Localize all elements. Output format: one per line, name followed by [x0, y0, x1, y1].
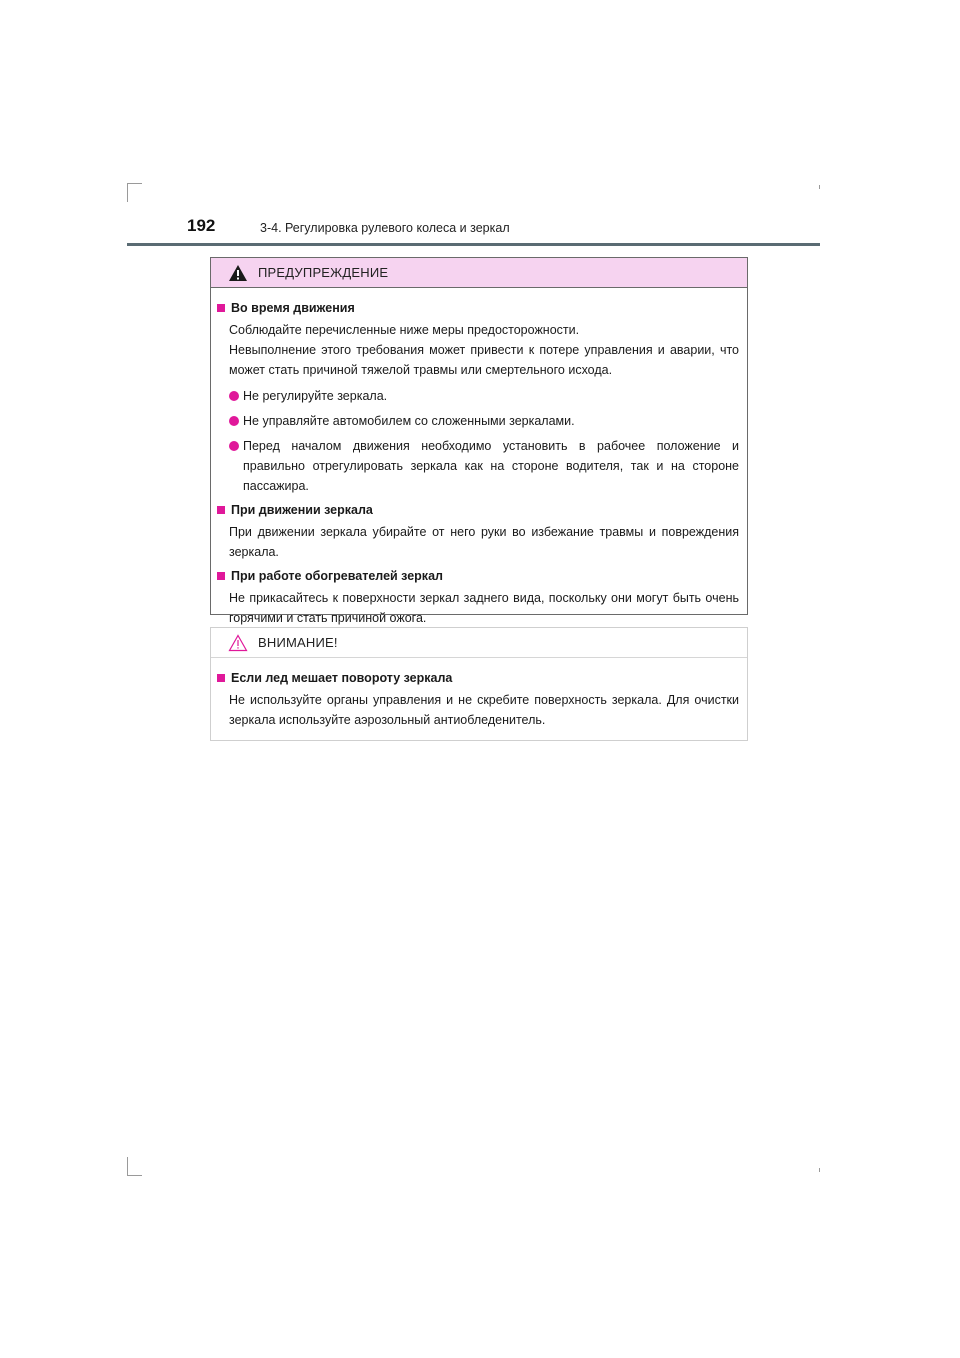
section-heading	[217, 298, 739, 318]
list-item-text: Не регулируйте зеркала.	[243, 389, 388, 403]
paragraph: Не используйте органы управления и не скребите поверхность зеркала. Для очистки зеркала используйте аэрозольный антиобледенитель.	[229, 693, 739, 727]
list-item-text: Не управляйте автомобилем со сложенными зеркалами.	[243, 414, 575, 428]
section-heading-text: Если лед мешает повороту зеркала	[231, 671, 453, 685]
chapter-title: 3-4. Регулировка рулевого колеса и зеркал	[260, 221, 510, 235]
crop-mark-bottom-left-vertical	[127, 1157, 128, 1176]
list-item	[217, 386, 739, 406]
warning-triangle-filled-icon	[228, 264, 248, 282]
page-number: 192	[187, 216, 216, 235]
caution-box-header	[211, 628, 747, 658]
crop-mark-bottom-left-horizontal	[127, 1175, 142, 1176]
crop-mark-top-left-vertical	[127, 183, 128, 202]
section-heading	[217, 668, 739, 688]
round-bullet-icon	[229, 441, 239, 451]
round-bullet-icon	[229, 416, 239, 426]
section-heading-text: Во время движения	[231, 301, 355, 315]
section-heading	[217, 500, 739, 520]
paragraph: Соблюдайте перечисленные ниже меры предосторожности.	[229, 323, 580, 337]
crop-mark-top-right	[819, 185, 820, 189]
paragraph: Невыполнение этого требования может привести к потере управления и аварии, что может стать причиной тяжелой травмы или смертельного исхода.	[229, 343, 739, 377]
warning-box-header	[211, 258, 747, 288]
section-heading-text: При работе обогревателей зеркал	[231, 569, 443, 583]
caution-box	[210, 627, 748, 741]
list-item	[217, 411, 739, 431]
section-heading	[217, 566, 739, 586]
list-item	[217, 436, 739, 496]
crop-mark-top-left-horizontal	[127, 183, 142, 184]
square-bullet-icon	[217, 674, 225, 682]
round-bullet-icon	[229, 391, 239, 401]
square-bullet-icon	[217, 572, 225, 580]
paragraph: Не прикасайтесь к поверхности зеркал заднего вида, поскольку они могут быть очень горячими и стать причиной ожога.	[229, 591, 739, 625]
header-rule	[127, 243, 820, 246]
crop-mark-bottom-right	[819, 1168, 820, 1172]
list-item-text: Перед началом движения необходимо установить в рабочее положение и правильно отрегулировать зеркала как на стороне водителя, так и на стороне пассажира.	[243, 439, 739, 493]
caution-triangle-outline-icon	[228, 634, 248, 652]
caution-title: ВНИМАНИЕ!	[258, 635, 338, 650]
warning-body	[211, 288, 747, 628]
square-bullet-icon	[217, 506, 225, 514]
warning-title: ПРЕДУПРЕЖДЕНИЕ	[258, 265, 389, 280]
paragraph: При движении зеркала убирайте от него руки во избежание травмы и повреждения зеркала.	[229, 525, 739, 559]
warning-box	[210, 257, 748, 625]
section-heading-text: При движении зеркала	[231, 503, 373, 517]
square-bullet-icon	[217, 304, 225, 312]
caution-body	[211, 658, 747, 730]
